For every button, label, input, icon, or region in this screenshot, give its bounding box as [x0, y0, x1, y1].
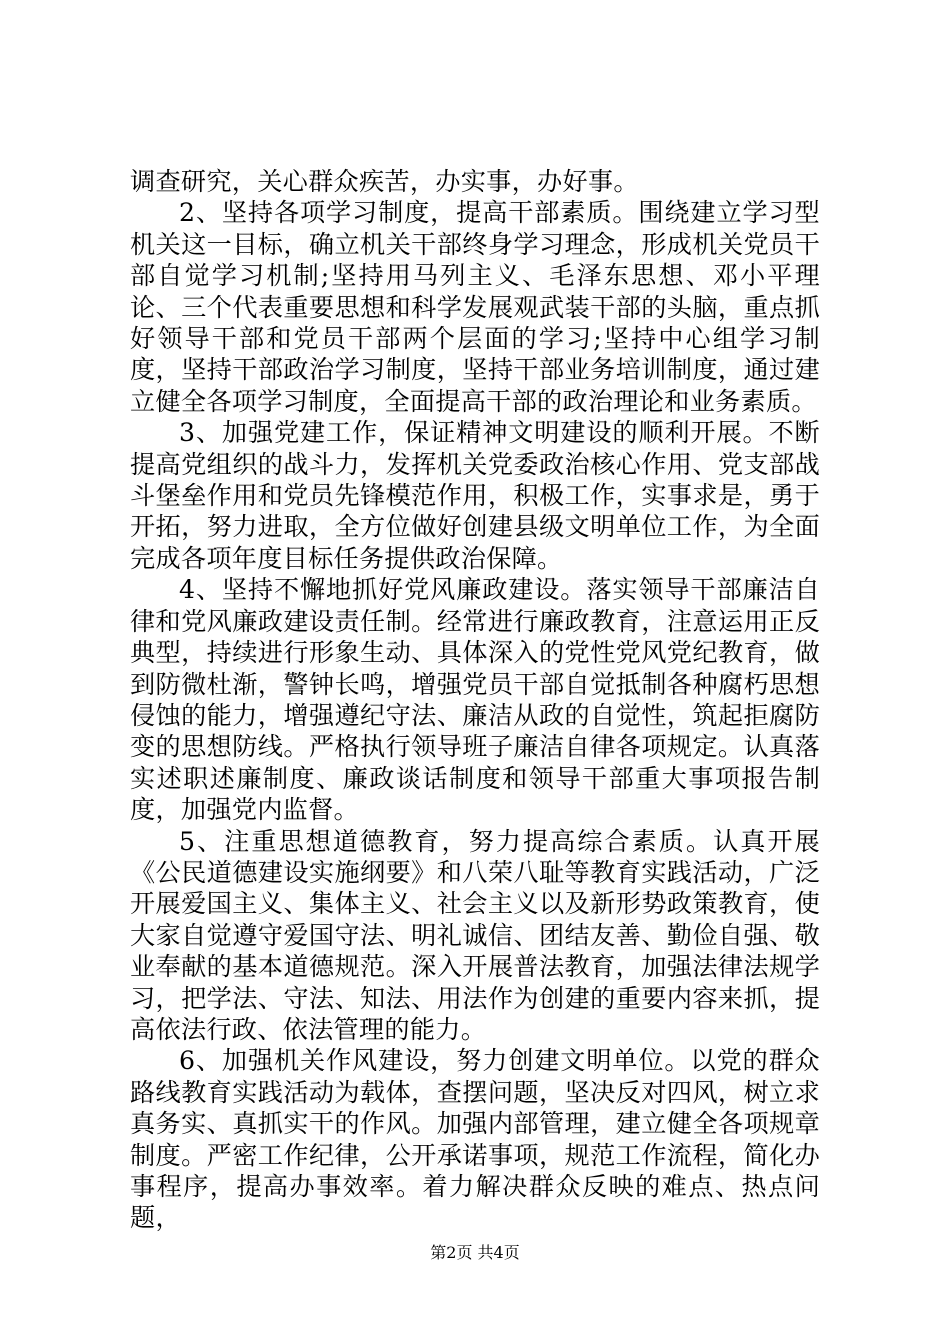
paragraph-item-2: 2、坚持各项学习制度，提高干部素质。围绕建立学习型机关这一目标，确立机关干部终身学习理念，形成机关党员干部自觉学习机制;坚持用马列主义、毛泽东思想、邓小平理论、三个代表重要思想和科学发展观武装干部的头脑，重点抓好领导干部和党员干部两个层面的学习;坚持中心组学习制度，坚持干部政治学习制度，坚持干部业务培训制度，通过建立健全各项学习制度，全面提高干部的政治理论和业务素质。: [130, 198, 820, 416]
paragraph-item-3: 3、加强党建工作，保证精神文明建设的顺利开展。不断提高党组织的战斗力，发挥机关党委政治核心作用、党支部战斗堡垒作用和党员先锋模范作用，积极工作，实事求是，勇于开拓，努力进取，全方位做好创建县级文明单位工作，为全面完成各项年度目标任务提供政治保障。: [130, 418, 820, 573]
paragraph-item-4: 4、坚持不懈地抓好党风廉政建设。落实领导干部廉洁自律和党风廉政建设责任制。经常进行廉政教育，注意运用正反典型，持续进行形象生动、具体深入的党性党风党纪教育，做到防微杜渐，警钟长鸣，增强党员干部自觉抵制各种腐朽思想侵蚀的能力，增强遵纪守法、廉洁从政的自觉性，筑起拒腐防变的思想防线。严格执行领导班子廉洁自律各项规定。认真落实述职述廉制度、廉政谈话制度和领导干部重大事项报告制度，加强党内监督。: [130, 575, 820, 825]
page-number-footer: 第2页 共4页: [430, 1243, 520, 1262]
paragraph-item-6: 6、加强机关作风建设，努力创建文明单位。以党的群众路线教育实践活动为载体，查摆问题，坚决反对四风，树立求真务实、真抓实干的作风。加强内部管理，建立健全各项规章制度。严密工作纪律，公开承诺事项，规范工作流程，简化办事程序，提高办事效率。着力解决群众反映的难点、热点问题，: [130, 1046, 820, 1233]
document-body: [130, 166, 820, 1234]
paragraph-continuation: 调查研究，关心群众疾苦，办实事，办好事。: [130, 167, 639, 196]
paragraph-item-5: 5、注重思想道德教育，努力提高综合素质。认真开展《公民道德建设实施纲要》和八荣八耻等教育实践活动，广泛开展爱国主义、集体主义、社会主义以及新形势政策教育，使大家自觉遵守爱国守法、明礼诚信、团结友善、勤俭自强、敬业奉献的基本道德规范。深入开展普法教育，加强法律法规学习，把学法、守法、知法、用法作为创建的重要内容来抓，提高依法行政、依法管理的能力。: [130, 826, 820, 1044]
